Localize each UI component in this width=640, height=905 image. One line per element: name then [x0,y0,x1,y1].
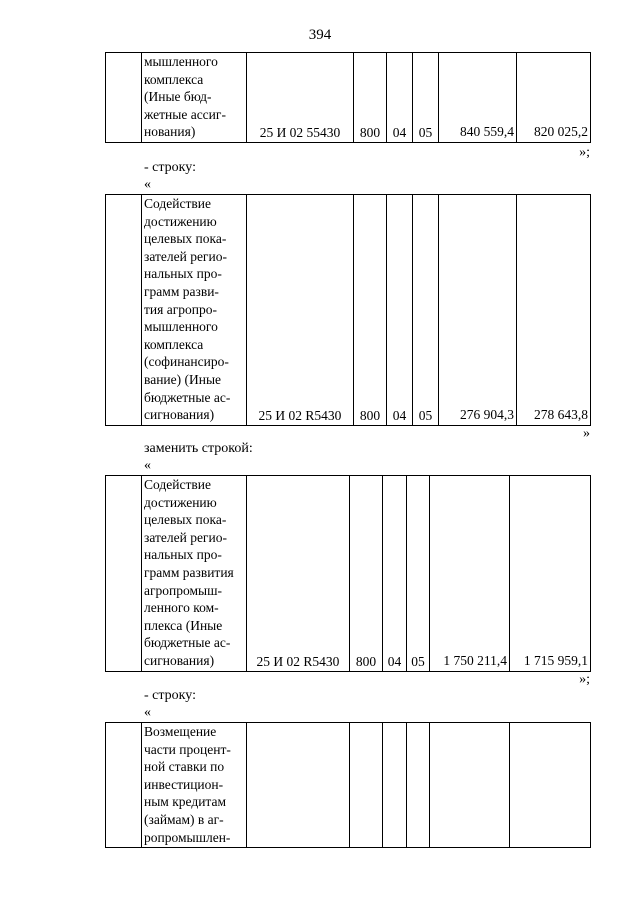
name-line: агропромыш- [144,582,223,598]
vr-cell: 800 [350,476,383,672]
table-row [106,53,591,143]
pr-cell: 05 [413,195,439,426]
name-line: сигнования) [144,407,215,423]
code-cell: 25 И 02 55430 [247,53,354,143]
sum2-cell: 820 025,2 [517,53,591,143]
name-line: жетные ассиг- [144,106,226,122]
pr-cell [407,723,430,848]
name-line: тия агропро- [144,301,217,317]
name-line: грамм разви- [144,283,219,299]
instruction-text: - строку: [144,160,196,175]
sum2-cell: 1 715 959,1 [510,476,591,672]
name-line: Содействие [144,196,211,211]
opening-quote: « [144,705,151,720]
sum1-cell: 840 559,4 [439,53,517,143]
instruction-text: - строку: [144,688,196,703]
rz-cell: 04 [383,476,407,672]
name-line: ропромышлен- [144,829,231,845]
blank-cell [106,53,142,143]
blank-cell [106,195,142,426]
budget-table-1 [105,52,591,143]
vr-cell [350,723,383,848]
opening-quote: « [144,458,151,473]
instruction-text: заменить строкой: [144,441,253,456]
name-line: нальных про- [144,547,222,563]
rz-cell: 04 [387,53,413,143]
name-line: мышленного [144,54,218,69]
sum2-cell: 278 643,8 [517,195,591,426]
table-row [106,476,591,672]
name-line: плекса (Иные [144,617,223,633]
row-name-cell [142,476,247,672]
budget-table-4 [105,722,591,848]
row-name-cell [142,723,247,848]
closing-quote: »; [579,672,590,687]
name-line: целевых пока- [144,512,227,528]
vr-cell: 800 [354,195,387,426]
name-line: (займам) в аг- [144,811,224,827]
name-line: вание) (Иные [144,371,222,387]
name-line: бюджетные ас- [144,635,231,651]
name-line: целевых пока- [144,231,227,247]
name-line: Содействие [144,477,211,492]
name-line: ной ставки по [144,759,225,775]
sum1-cell [430,723,510,848]
code-cell: 25 И 02 R5430 [247,476,350,672]
name-line: грамм развития [144,564,234,580]
blank-cell [106,476,142,672]
pr-cell: 05 [413,53,439,143]
sum1-cell: 276 904,3 [439,195,517,426]
pr-cell: 05 [407,476,430,672]
name-line: зателей регио- [144,529,227,545]
name-line: нальных про- [144,266,222,282]
closing-quote: » [583,426,590,441]
name-line: мышленного [144,319,218,335]
table-row [106,723,591,848]
row-name-cell [142,195,247,426]
name-line: ным кредитам [144,794,227,810]
name-line: комплекса [144,71,204,87]
sum2-cell [510,723,591,848]
name-line: зателей регио- [144,248,227,264]
rz-cell: 04 [387,195,413,426]
name-line: бюджетные ас- [144,389,231,405]
name-line: достижению [144,494,217,510]
code-cell: 25 И 02 R5430 [247,195,354,426]
name-line: комплекса [144,336,204,352]
page-number: 394 [308,27,332,43]
name-line: сигнования) [144,652,215,668]
name-line: (Иные бюд- [144,89,212,105]
table-row [106,195,591,426]
name-line: ленного ком- [144,600,219,616]
closing-quote: »; [579,145,590,160]
code-cell [247,723,350,848]
sum1-cell: 1 750 211,4 [430,476,510,672]
name-line: Возмещение [144,724,217,739]
row-name-cell [142,53,247,143]
name-line: инвестицион- [144,776,224,792]
opening-quote: « [144,177,151,192]
vr-cell: 800 [354,53,387,143]
name-line: нования) [144,124,196,140]
name-line: (софинансиро- [144,354,229,370]
rz-cell [383,723,407,848]
budget-table-2 [105,194,591,426]
name-line: части процент- [144,741,231,757]
budget-table-3 [105,475,591,672]
name-line: достижению [144,213,217,229]
blank-cell [106,723,142,848]
